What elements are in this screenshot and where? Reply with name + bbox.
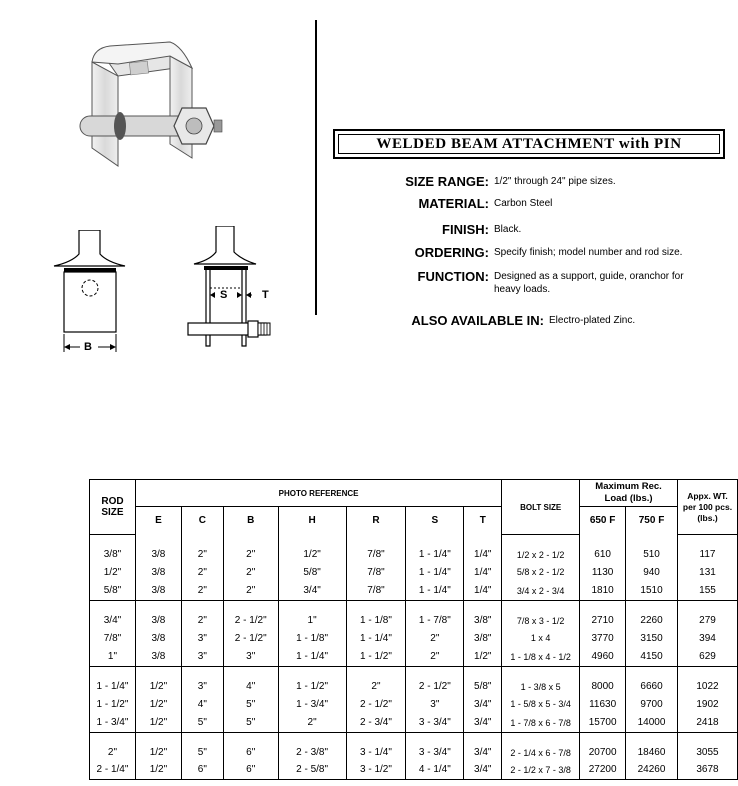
cell-e: 3/8 xyxy=(135,601,181,629)
cell-weight: 394 xyxy=(678,629,738,648)
cell-b: 2" xyxy=(223,563,278,582)
cell-bolt-size: 1 x 4 xyxy=(502,629,580,648)
header-photo-reference: PHOTO REFERENCE xyxy=(135,480,501,507)
cell-r: 1 - 1/4" xyxy=(346,629,406,648)
cell-bolt-size: 5/8 x 2 - 1/2 xyxy=(502,563,580,582)
cell-bolt-size: 2 - 1/2 x 7 - 3/8 xyxy=(502,761,580,780)
cell-h: 1 - 1/2" xyxy=(278,667,346,695)
cell-e: 1/2" xyxy=(135,761,181,780)
cell-weight: 3678 xyxy=(678,761,738,780)
header-col-s: S xyxy=(406,507,464,535)
cell-weight: 1022 xyxy=(678,667,738,695)
cell-r: 2 - 1/2" xyxy=(346,695,406,714)
divider-line xyxy=(315,20,317,315)
product-title: WELDED BEAM ATTACHMENT with PIN xyxy=(338,134,720,154)
cell-s: 3" xyxy=(406,695,464,714)
cell-bolt-size: 1 - 3/8 x 5 xyxy=(502,667,580,695)
cell-b: 3" xyxy=(223,648,278,667)
cell-b: 6" xyxy=(223,733,278,761)
cell-e: 1/2" xyxy=(135,733,181,761)
product-photo xyxy=(70,38,230,178)
cell-rod-size: 1" xyxy=(90,648,136,667)
spec-label: MATERIAL: xyxy=(418,196,489,211)
cell-rod-size: 7/8" xyxy=(90,629,136,648)
cell-r: 2 - 3/4" xyxy=(346,714,406,733)
cell-s: 1 - 1/4" xyxy=(406,563,464,582)
cell-c: 3" xyxy=(181,648,223,667)
cell-rod-size: 2 - 1/4" xyxy=(90,761,136,780)
cell-s: 2" xyxy=(406,629,464,648)
cell-weight: 117 xyxy=(678,535,738,563)
cell-rod-size: 3/4" xyxy=(90,601,136,629)
cell-b: 2 - 1/2" xyxy=(223,629,278,648)
spec-value: Specify finish; model number and rod size. xyxy=(494,247,683,258)
cell-load-650: 15700 xyxy=(580,714,626,733)
cell-rod-size: 3/8" xyxy=(90,535,136,563)
front-view-drawing xyxy=(52,230,127,355)
table-row xyxy=(90,582,738,601)
table-row xyxy=(90,535,738,563)
spec-value: Electro-plated Zinc. xyxy=(549,315,636,326)
cell-load-750: 510 xyxy=(626,535,678,563)
cell-load-750: 6660 xyxy=(626,667,678,695)
cell-e: 3/8 xyxy=(135,582,181,601)
cell-h: 1" xyxy=(278,601,346,629)
spec-label: ORDERING: xyxy=(414,245,489,260)
cell-r: 7/8" xyxy=(346,563,406,582)
cell-s: 1 - 1/4" xyxy=(406,582,464,601)
dimension-label-s: S xyxy=(220,289,228,301)
cell-bolt-size: 1 - 5/8 x 5 - 3/4 xyxy=(502,695,580,714)
cell-t: 3/4" xyxy=(464,761,502,780)
cell-load-650: 20700 xyxy=(580,733,626,761)
header-col-b: B xyxy=(223,507,278,535)
spec-label: SIZE RANGE: xyxy=(405,174,489,189)
cell-weight: 629 xyxy=(678,648,738,667)
cell-t: 5/8" xyxy=(464,667,502,695)
cell-rod-size: 2" xyxy=(90,733,136,761)
cell-load-750: 9700 xyxy=(626,695,678,714)
cell-load-750: 24260 xyxy=(626,761,678,780)
cell-s: 3 - 3/4" xyxy=(406,733,464,761)
spec-label: ALSO AVAILABLE IN: xyxy=(411,313,544,328)
header-col-c: C xyxy=(181,507,223,535)
cell-rod-size: 1 - 3/4" xyxy=(90,714,136,733)
table-row xyxy=(90,667,738,695)
spec-value: Black. xyxy=(494,224,522,235)
cell-b: 2 - 1/2" xyxy=(223,601,278,629)
cell-weight: 279 xyxy=(678,601,738,629)
cell-load-750: 14000 xyxy=(626,714,678,733)
cell-weight: 155 xyxy=(678,582,738,601)
cell-h: 1 - 3/4" xyxy=(278,695,346,714)
cell-b: 2" xyxy=(223,535,278,563)
cell-weight: 1902 xyxy=(678,695,738,714)
cell-s: 1 - 7/8" xyxy=(406,601,464,629)
cell-weight: 131 xyxy=(678,563,738,582)
cell-bolt-size: 1 - 7/8 x 6 - 7/8 xyxy=(502,714,580,733)
cell-c: 2" xyxy=(181,601,223,629)
cell-t: 3/4" xyxy=(464,733,502,761)
cell-s: 1 - 1/4" xyxy=(406,535,464,563)
cell-load-750: 1510 xyxy=(626,582,678,601)
cell-c: 2" xyxy=(181,563,223,582)
cell-e: 3/8 xyxy=(135,535,181,563)
cell-load-650: 3770 xyxy=(580,629,626,648)
cell-c: 5" xyxy=(181,733,223,761)
header-temp-650: 650 F xyxy=(580,507,626,535)
cell-load-650: 1130 xyxy=(580,563,626,582)
cell-rod-size: 1 - 1/2" xyxy=(90,695,136,714)
cell-rod-size: 5/8" xyxy=(90,582,136,601)
table-row xyxy=(90,601,738,629)
header-rod-size: ROD SIZE xyxy=(90,480,136,535)
spec-row-function xyxy=(380,269,709,296)
spec-value: 1/2" through 24" pipe sizes. xyxy=(494,176,616,187)
cell-weight: 2418 xyxy=(678,714,738,733)
header-col-e: E xyxy=(135,507,181,535)
dimension-label-b: B xyxy=(84,341,92,353)
cell-bolt-size: 1/2 x 2 - 1/2 xyxy=(502,535,580,563)
header-col-t: T xyxy=(479,515,486,527)
cell-c: 6" xyxy=(181,761,223,780)
spec-row-material xyxy=(380,196,714,211)
cell-load-650: 1810 xyxy=(580,582,626,601)
cell-h: 1/2" xyxy=(278,535,346,563)
cell-b: 5" xyxy=(223,714,278,733)
spec-row-size-range xyxy=(380,174,714,189)
header-weight: Appx. WT. per 100 pcs. (lbs.) xyxy=(678,480,738,535)
cell-load-650: 8000 xyxy=(580,667,626,695)
cell-h: 2" xyxy=(278,714,346,733)
table-row xyxy=(90,761,738,780)
dimension-label-t: T xyxy=(262,289,269,301)
cell-t: 3/8" xyxy=(474,632,492,644)
cell-bolt-size: 3/4 x 2 - 3/4 xyxy=(502,582,580,601)
cell-e: 1/2" xyxy=(135,695,181,714)
cell-c: 2" xyxy=(181,582,223,601)
cell-e: 1/2" xyxy=(135,667,181,695)
spec-label: FINISH: xyxy=(442,222,489,237)
cell-s: 2 - 1/2" xyxy=(406,667,464,695)
cell-e: 3/8 xyxy=(135,563,181,582)
table-row xyxy=(90,629,738,648)
cell-t: 3/4" xyxy=(474,717,492,729)
cell-load-650: 11630 xyxy=(580,695,626,714)
cell-bolt-size: 1 - 1/8 x 4 - 1/2 xyxy=(502,648,580,667)
cell-h: 3/4" xyxy=(278,582,346,601)
spec-value: Designed as a support, guide, oranchor for heavy loads. xyxy=(494,271,684,295)
cell-load-650: 610 xyxy=(580,535,626,563)
dimensions-table xyxy=(89,479,738,780)
cell-r: 3 - 1/4" xyxy=(346,733,406,761)
cell-load-750: 3150 xyxy=(626,629,678,648)
cell-load-750: 2260 xyxy=(626,601,678,629)
cell-b: 4" xyxy=(223,667,278,695)
header-max-load: Maximum Rec. Load (lbs.) xyxy=(580,480,678,507)
cell-r: 1 - 1/2" xyxy=(346,648,406,667)
cell-weight: 3055 xyxy=(678,733,738,761)
table-body xyxy=(90,535,738,780)
header-temp-750: 750 F xyxy=(626,507,678,535)
cell-c: 2" xyxy=(181,535,223,563)
table-row xyxy=(90,714,738,733)
cell-r: 7/8" xyxy=(346,535,406,563)
cell-r: 2" xyxy=(346,667,406,695)
cell-c: 3" xyxy=(181,667,223,695)
cell-load-650: 4960 xyxy=(580,648,626,667)
cell-t: 1/2" xyxy=(474,651,492,663)
header-col-r: R xyxy=(346,507,406,535)
cell-r: 3 - 1/2" xyxy=(346,761,406,780)
cell-b: 5" xyxy=(223,695,278,714)
table-row xyxy=(90,695,738,714)
cell-c: 4" xyxy=(181,695,223,714)
cell-t: 3/4" xyxy=(474,698,492,710)
spec-label: FUNCTION: xyxy=(417,269,489,284)
cell-h: 1 - 1/8" xyxy=(278,629,346,648)
cell-e: 1/2" xyxy=(135,714,181,733)
cell-e: 3/8 xyxy=(135,648,181,667)
cell-load-650: 2710 xyxy=(580,601,626,629)
cell-load-750: 940 xyxy=(626,563,678,582)
cell-r: 7/8" xyxy=(346,582,406,601)
cell-rod-size: 1 - 1/4" xyxy=(90,667,136,695)
spec-row-also-available xyxy=(380,313,729,328)
cell-s: 4 - 1/4" xyxy=(406,761,464,780)
cell-b: 2" xyxy=(223,582,278,601)
cell-rod-size: 1/2" xyxy=(90,563,136,582)
cell-t: 1/4" xyxy=(474,585,492,597)
spec-row-ordering xyxy=(380,245,714,260)
cell-r: 1 - 1/8" xyxy=(346,601,406,629)
cell-s: 2" xyxy=(406,648,464,667)
table-row xyxy=(90,648,738,667)
cell-b: 6" xyxy=(223,761,278,780)
cell-h: 5/8" xyxy=(278,563,346,582)
cell-t: 3/8" xyxy=(464,601,502,629)
cell-t: 1/4" xyxy=(474,566,492,578)
spec-row-finish xyxy=(380,222,714,237)
cell-bolt-size: 7/8 x 3 - 1/2 xyxy=(502,601,580,629)
header-col-h: H xyxy=(278,507,346,535)
cell-h: 2 - 3/8" xyxy=(278,733,346,761)
cell-bolt-size: 2 - 1/4 x 6 - 7/8 xyxy=(502,733,580,761)
product-title-box xyxy=(333,129,725,159)
cell-t: 1/4" xyxy=(474,548,492,560)
header-bolt-size: BOLT SIZE xyxy=(502,480,580,535)
cell-load-750: 18460 xyxy=(626,733,678,761)
table-row xyxy=(90,733,738,761)
cell-s: 3 - 3/4" xyxy=(406,714,464,733)
table-row xyxy=(90,563,738,582)
cell-c: 5" xyxy=(181,714,223,733)
cell-e: 3/8 xyxy=(135,629,181,648)
cell-load-750: 4150 xyxy=(626,648,678,667)
spec-value: Carbon Steel xyxy=(494,198,553,209)
cell-c: 3" xyxy=(181,629,223,648)
cell-h: 2 - 5/8" xyxy=(278,761,346,780)
cell-h: 1 - 1/4" xyxy=(278,648,346,667)
cell-load-650: 27200 xyxy=(580,761,626,780)
